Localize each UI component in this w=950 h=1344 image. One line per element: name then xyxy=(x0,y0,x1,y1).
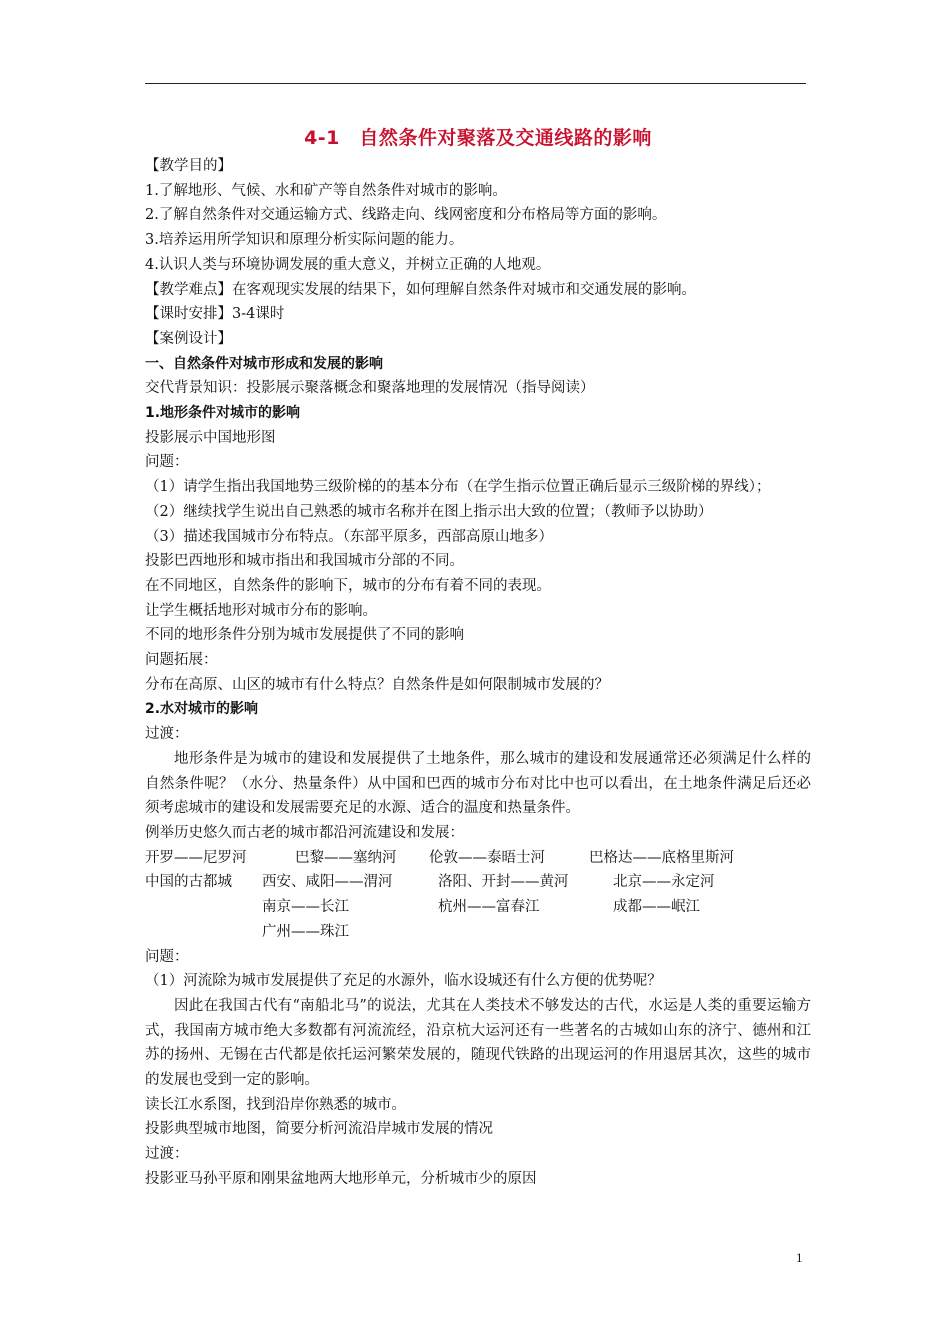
river-cell: 洛阳、开封——黄河 xyxy=(438,874,569,891)
objective-4: 4.认识人类与环境协调发展的重大意义，并树立正确的人地观。 xyxy=(145,256,551,273)
teaching-difficulty: 【教学难点】在客观现实发展的结果下，如何理解自然条件对城市和交通发展的影响。 xyxy=(145,281,696,298)
objective-1: 1.了解地形、气候、水和矿产等自然条件对城市的影响。 xyxy=(145,182,507,199)
objective-3: 3.培养运用所学知识和原理分析实际问题的能力。 xyxy=(145,232,464,249)
objective-2: 2.了解自然条件对交通运输方式、线路走向、线网密度和分布格局等方面的影响。 xyxy=(145,207,667,224)
text-line: 过渡： xyxy=(145,1146,189,1163)
river-cell: 开罗——尼罗河 xyxy=(145,849,247,866)
page-number: 1 xyxy=(796,1250,803,1265)
river-cell: 西安、咸阳——渭河 xyxy=(262,874,393,891)
subheading-water: 2.水对城市的影响 xyxy=(145,701,259,718)
text-line: 问题拓展： xyxy=(145,652,218,669)
river-cell: 杭州——富春江 xyxy=(438,899,540,916)
china-capitals-label: 中国的古都城 xyxy=(145,874,232,891)
text-line: 投影巴西地形和城市指出和我国城市分部的不同。 xyxy=(145,553,464,570)
text-line: 例举历史悠久而古老的城市都沿河流建设和发展： xyxy=(145,824,464,841)
text-line: 投影展示中国地形图 xyxy=(145,429,276,446)
question-river: （1）河流除为城市发展提供了充足的水源外，临水设城还有什么方便的优势呢？ xyxy=(145,973,662,990)
river-cell: 伦敦——泰晤士河 xyxy=(429,849,545,866)
subheading-terrain: 1.地形条件对城市的影响 xyxy=(145,405,301,422)
case-design-heading: 【案例设计】 xyxy=(145,330,232,347)
text-line: 分布在高原、山区的城市有什么特点？自然条件是如何限制城市发展的？ xyxy=(145,676,609,693)
background-text: 交代背景知识：投影展示聚落概念和聚落地理的发展情况（指导阅读） xyxy=(145,380,595,397)
text-line: 在不同地区，自然条件的影响下，城市的分布有着不同的表现。 xyxy=(145,577,551,594)
question-1: （1）请学生指出我国地势三级阶梯的的基本分布（在学生指示位置正确后显示三级阶梯的界线）； xyxy=(145,479,771,496)
paragraph-water: 地形条件是为城市的建设和发展提供了土地条件，那么城市的建设和发展通常还必须满足什么样的自然条件呢？（水分、热量条件）从中国和巴西的城市分布对比中也可以看出，在土地条件满足后还必须考虑城市的建设和发展需要充足的水源、适合的温度和热量条件。 xyxy=(145,750,811,817)
river-cell: 南京——长江 xyxy=(262,899,349,916)
schedule: 【课时安排】3-4课时 xyxy=(145,306,285,323)
text-line: 投影亚马孙平原和刚果盆地两大地形单元，分析城市少的原因 xyxy=(145,1170,537,1187)
section-heading-objectives: 【教学目的】 xyxy=(145,158,232,174)
header-rule xyxy=(145,83,806,84)
river-cell: 广州——珠江 xyxy=(262,923,349,940)
text-line: 不同的地形条件分别为城市发展提供了不同的影响 xyxy=(145,627,464,644)
river-cell: 成都——岷江 xyxy=(613,899,700,916)
world-rivers-row xyxy=(145,846,811,871)
question-2: （2）继续找学生说出自己熟悉的城市名称并在图上指示出大致的位置；（教师予以协助） xyxy=(145,503,713,520)
china-rivers-row-2 xyxy=(145,895,811,920)
text-line: 问题： xyxy=(145,454,189,471)
document-body xyxy=(145,122,811,1192)
river-cell: 巴格达——底格里斯河 xyxy=(589,849,734,866)
paragraph-canal: 因此在我国古代有“南船北马”的说法，尤其在人类技术不够发达的古代，水运是人类的重要运输方式，我国南方城市绝大多数都有河流流经，沿京杭大运河还有一些著名的古城如山东的济宁、德州和江苏的扬州、无锡在古代都是依托运河繁荣发展的，随现代铁路的出现运河的作用退居其次，这些的城市的发展也受到一定的影响。 xyxy=(145,997,811,1089)
document-title: 4-1 自然条件对聚落及交通线路的影响 xyxy=(304,127,652,149)
china-rivers-row-3 xyxy=(145,920,811,945)
text-line: 让学生概括地形对城市分布的影响。 xyxy=(145,602,377,619)
river-cell: 巴黎——塞纳河 xyxy=(295,849,397,866)
text-line: 过渡： xyxy=(145,726,189,743)
question-3: （3）描述我国城市分布特点。（东部平原多，西部高原山地多） xyxy=(145,528,553,545)
text-line: 问题： xyxy=(145,948,189,965)
river-cell: 北京——永定河 xyxy=(613,874,715,891)
text-line: 读长江水系图，找到沿岸你熟悉的城市。 xyxy=(145,1096,406,1113)
part-1-heading: 一、自然条件对城市形成和发展的影响 xyxy=(145,355,383,372)
text-line: 投影典型城市地图，简要分析河流沿岸城市发展的情况 xyxy=(145,1121,493,1138)
china-rivers-row-1 xyxy=(145,870,811,895)
